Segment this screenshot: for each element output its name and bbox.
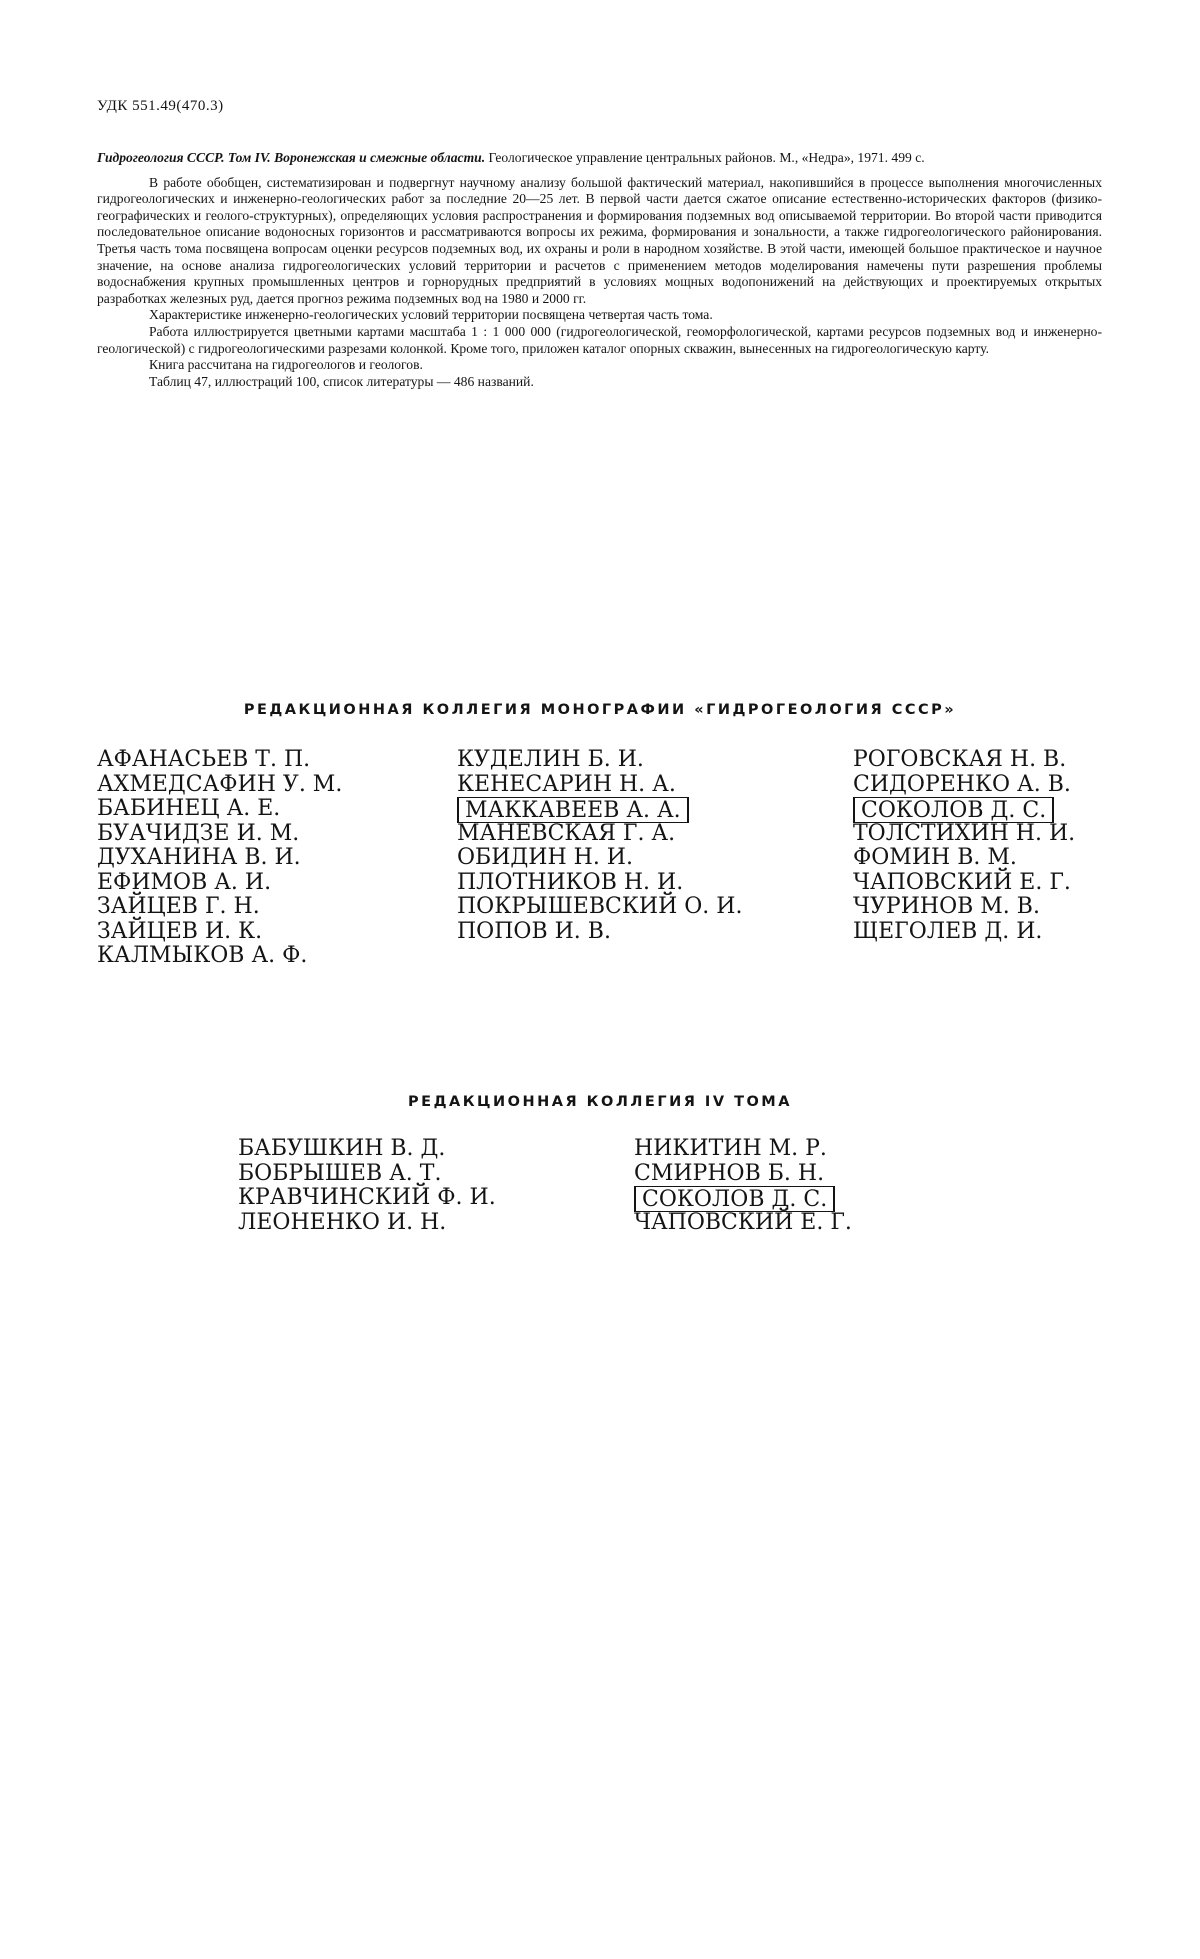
board-member-name: ОБИДИН Н. И. [457,845,633,870]
board-member [457,895,742,920]
board-member-deceased-frame: МАККАВЕЕВ А. А. [457,797,689,823]
board-member-name: ПОКРЫШЕВСКИЙ О. И. [457,894,743,919]
abstract-paragraph: Работа иллюстрируется цветными картами масштаба 1 : 1 000 000 (гидрогеологической, геоморфологической, картами ресурсов подземных вод и инженерно-геологической) с гидрогеологическими разрезами колонкой. Кроме того, приложен каталог опорных скважин, вынесенных на гидрогеологическую карту. [97,323,1102,356]
board-member-name: ЧАПОВСКИЙ Е. Г. [853,869,1071,895]
board-member-name: ЕФИМОВ А. И. [97,869,272,895]
board-member-name: ПЛОТНИКОВ Н. И. [457,869,684,895]
board-member [457,748,742,773]
bibliographic-citation [97,150,1102,167]
board-member [457,822,742,847]
board-member-name: РОГОВСКАЯ Н. В. [853,747,1067,772]
board-member [97,797,342,822]
monograph-board-column-3 [853,748,1075,944]
board-member [238,1162,496,1187]
board-member [238,1211,496,1236]
board-member-name: ЗАЙЦЕВ И. К. [97,918,263,944]
board-member [97,895,342,920]
board-member [97,871,342,896]
monograph-board-column-2 [457,748,742,944]
board-member-name: ПОПОВ И. В. [457,918,611,944]
board-member [97,822,342,847]
abstract-paragraph: Книга рассчитана на гидрогеологов и геологов. [149,357,423,373]
board-member-name: ФОМИН В. М. [853,845,1017,870]
board-member [853,773,1075,798]
abstract-block [97,150,1102,390]
citation-title: Гидрогеология СССР. Том IV. Воронежская и смежные области. [97,150,486,165]
board-member-name: ЗАЙЦЕВ Г. Н. [97,894,260,919]
board-member [853,920,1075,945]
board-member-name: БАБИНЕЦ А. Е. [97,796,281,821]
board-member [97,944,342,969]
citation-details: Геологическое управление центральных районов. М., «Недра», 1971. 499 с. [488,150,925,165]
board-member [853,895,1075,920]
board-member [853,871,1075,896]
board-member-name: ЩЕГОЛЕВ Д. И. [853,918,1043,944]
board-member [853,797,1075,822]
board-member [97,748,342,773]
board-member [238,1137,496,1162]
board-member-name: БАБУШКИН В. Д. [238,1136,446,1161]
board-member [457,871,742,896]
board-member-name: КЕНЕСАРИН Н. А. [457,771,676,797]
board-member-name: БОБРЫШЕВ А. Т. [238,1160,442,1186]
board-member-name: ЧАПОВСКИЙ Е. Г. [634,1209,852,1235]
board-member [97,920,342,945]
board-member-name: ЧУРИНОВ М. В. [853,894,1040,919]
board-member [97,773,342,798]
abstract-paragraph: Таблиц 47, иллюстраций 100, список литературы — 486 названий. [149,373,534,389]
board-member-name: КУДЕЛИН Б. И. [457,747,644,772]
board-member [634,1162,852,1187]
monograph-board-column-1 [97,748,342,969]
board-member-deceased-frame: СОКОЛОВ Д. С. [634,1186,835,1212]
board-member-name: КРАВЧИНСКИЙ Ф. И. [238,1185,496,1210]
board-member-name: ДУХАНИНА В. И. [97,845,301,870]
volume-board-column-1 [238,1137,496,1235]
volume-board-heading: РЕДАКЦИОННАЯ КОЛЛЕГИЯ IV ТОМА [408,1094,792,1110]
board-member [634,1137,852,1162]
board-member [457,920,742,945]
board-member [238,1186,496,1211]
board-member [853,846,1075,871]
board-member [97,846,342,871]
board-member [457,846,742,871]
board-member-deceased-frame: СОКОЛОВ Д. С. [853,797,1054,823]
board-member [853,748,1075,773]
board-member-name: ТОЛСТИХИН Н. И. [853,820,1076,846]
board-member [634,1186,852,1211]
volume-board-column-2 [634,1137,852,1235]
board-member [457,773,742,798]
board-member-name: АХМЕДСАФИН У. М. [97,771,343,797]
abstract-paragraph: Характеристике инженерно-геологических условий территории посвящена четвертая часть тома. [149,307,713,323]
abstract-paragraph: В работе обобщен, систематизирован и подвергнут научному анализу большой фактический материал, накопившийся в процессе выполнения многочисленных гидрогеологических и инженерно-геологических работ за последние 20—25 лет. В первой части дается сжатое описание естественно-исторических факторов (физико-географических и геолого-структурных), определяющих условия распространения и формирования подземных вод описываемой территории. Во второй части приводится последовательное описание водоносных горизонтов и рассматриваются вопросы их режима, формирования и зональности, а также гидрогеологического районирования. Третья часть тома посвящена вопросам оценки ресурсов подземных вод, их охраны и роли в народном хозяйстве. В этой части, имеющей большое практическое и научное значение, на основе анализа гидрогеологических условий территории и расчетов с применением методов моделирования намечены пути разрешения проблемы водоснабжения крупных промышленных центров и горнорудных предприятий в условиях мощных водопонижений на действующих и проектируемых открытых разработках железных руд, дается прогноз режима подземных вод на 1980 и 2000 гг. [97,174,1102,306]
board-member-name: СИДОРЕНКО А. В. [853,771,1071,797]
board-member [853,822,1075,847]
board-member [634,1211,852,1236]
monograph-board-heading: РЕДАКЦИОННАЯ КОЛЛЕГИЯ МОНОГРАФИИ «ГИДРОГЕОЛОГИЯ СССР» [243,702,957,718]
board-member-name: БУАЧИДЗЕ И. М. [97,820,300,846]
board-member-name: КАЛМЫКОВ А. Ф. [97,943,308,968]
board-member-name: СМИРНОВ Б. Н. [634,1160,825,1186]
board-member-name: ЛЕОНЕНКО И. Н. [238,1209,447,1235]
udc-code: УДК 551.49(470.3) [97,98,224,114]
board-member-name: МАНЕВСКАЯ Г. А. [457,820,676,846]
board-member-name: НИКИТИН М. Р. [634,1136,827,1161]
board-member [457,797,742,822]
board-member-name: АФАНАСЬЕВ Т. П. [97,747,311,772]
